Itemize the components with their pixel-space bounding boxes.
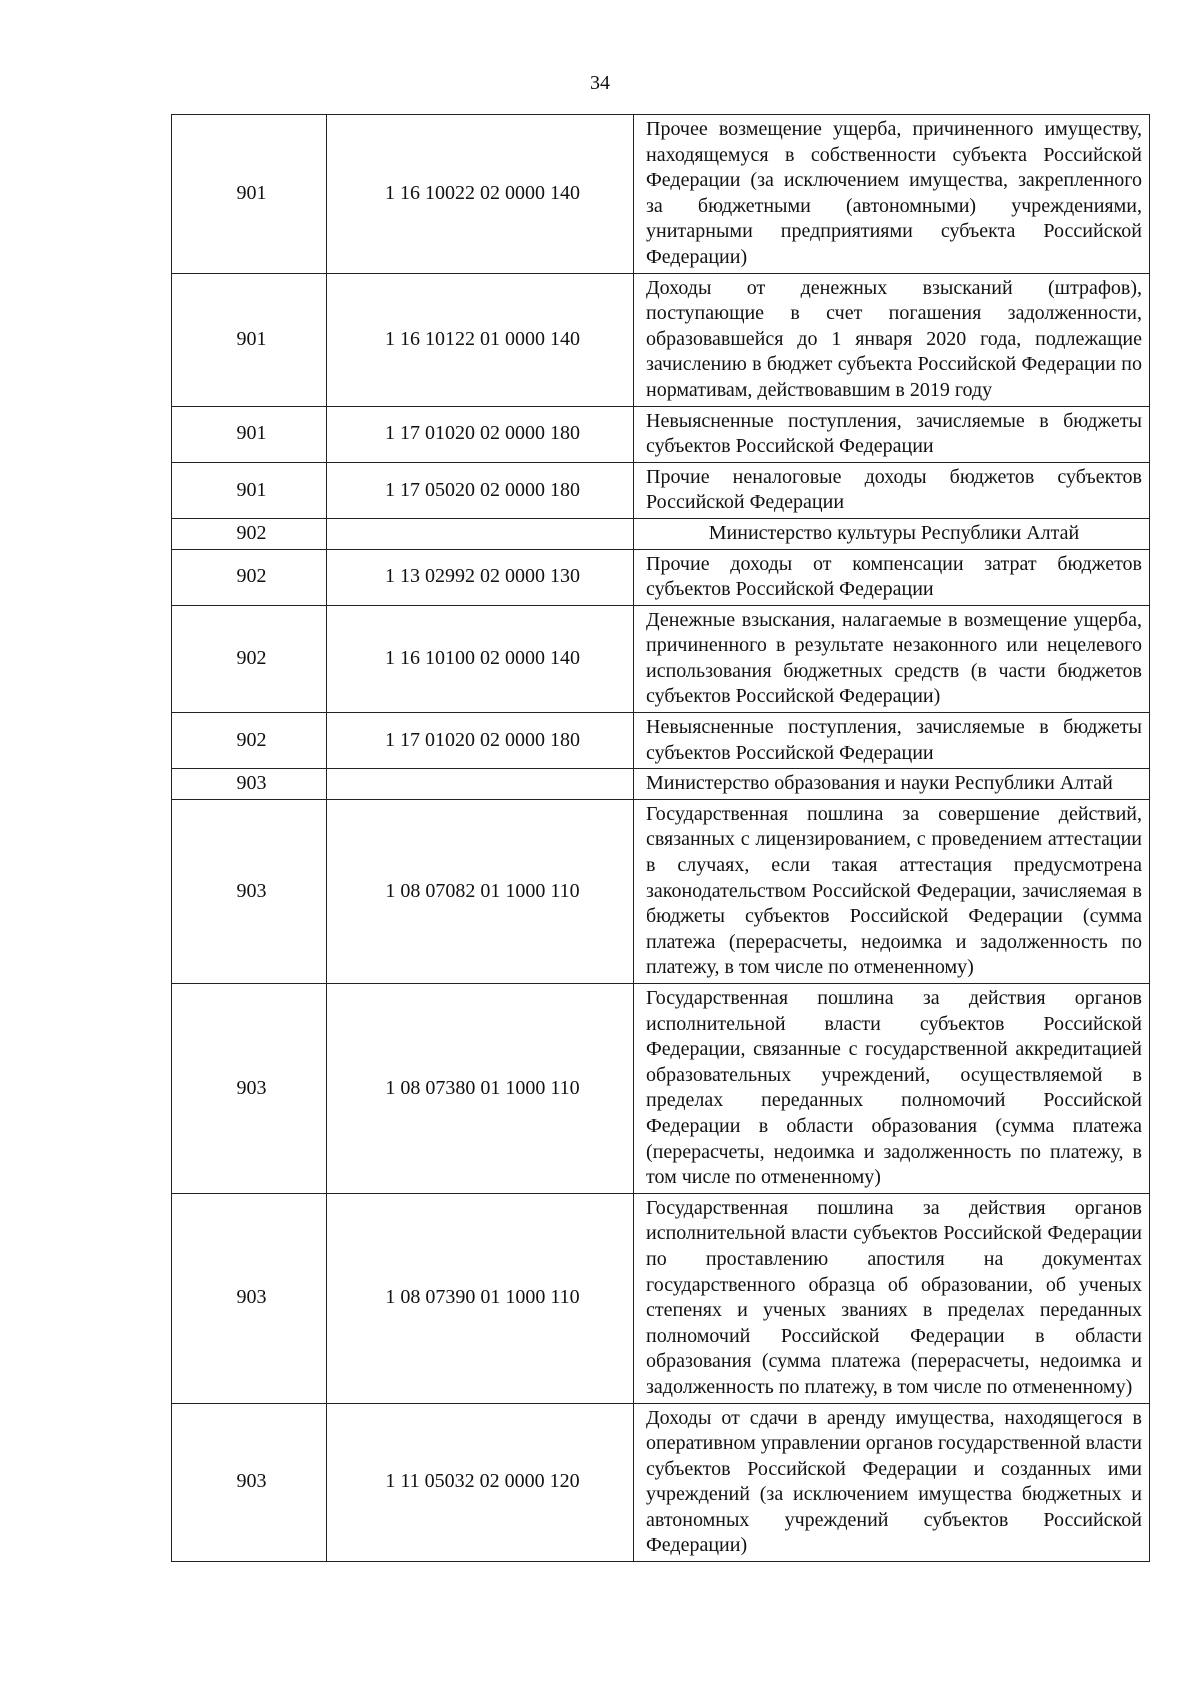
- revenue-name-cell: Прочие неналоговые доходы бюджетов субъектов Российской Федерации: [634, 462, 1150, 518]
- table-row: [172, 799, 1150, 983]
- budget-classification-code-cell: 1 13 02992 02 0000 130: [327, 549, 634, 605]
- revenue-name-cell: Прочее возмещение ущерба, причиненного имуществу, находящемуся в собственности субъекта Российской Федерации (за исключением имущества, закрепленного за бюджетными (автономными) учреждениями, унитарными предприятиями субъекта Российской Федерации): [634, 115, 1150, 274]
- admin-code-cell: 903: [172, 984, 327, 1194]
- table-row: [172, 605, 1150, 712]
- table-row: [172, 549, 1150, 605]
- revenue-name-cell: Государственная пошлина за действия органов исполнительной власти субъектов Российской Федерации, связанные с государственной аккредитацией образовательных учреждений, осуществляемой в пределах переданных полномочий Российской Федерации в области образования (сумма платежа (перерасчеты, недоимка и задолженность по платежу, в том числе по отмененному): [634, 984, 1150, 1194]
- budget-classification-code-cell: 1 16 10100 02 0000 140: [327, 605, 634, 712]
- admin-code-cell: 902: [172, 713, 327, 769]
- budget-classification-code-cell: 1 16 10022 02 0000 140: [327, 115, 634, 274]
- budget-classification-code-cell: 1 16 10122 01 0000 140: [327, 273, 634, 406]
- admin-code-cell: 903: [172, 769, 327, 800]
- table-row: [172, 984, 1150, 1194]
- revenue-name-cell: Министерство образования и науки Республики Алтай: [634, 769, 1150, 800]
- revenue-name-cell: Государственная пошлина за действия органов исполнительной власти субъектов Российской Федерации по проставлению апостиля на документах государственного образца об образовании, об ученых степенях и ученых званиях в пределах переданных полномочий Российской Федерации в области образования (сумма платежа (перерасчеты, недоимка и задолженность по платежу, в том числе по отмененному): [634, 1193, 1150, 1403]
- admin-code-cell: 901: [172, 462, 327, 518]
- admin-code-cell: 903: [172, 1193, 327, 1403]
- budget-classification-code-cell: [327, 769, 634, 800]
- table-body: [172, 115, 1150, 1562]
- admin-code-cell: 902: [172, 518, 327, 549]
- revenue-name-cell: Доходы от денежных взысканий (штрафов), поступающие в счет погашения задолженности, образовавшейся до 1 января 2020 года, подлежащие зачислению в бюджет субъекта Российской Федерации по нормативам, действовавшим в 2019 году: [634, 273, 1150, 406]
- budget-classification-code-cell: 1 17 05020 02 0000 180: [327, 462, 634, 518]
- revenue-name-cell: Невыясненные поступления, зачисляемые в бюджеты субъектов Российской Федерации: [634, 406, 1150, 462]
- table-row: [172, 713, 1150, 769]
- admin-code-cell: 903: [172, 799, 327, 983]
- table-row: [172, 462, 1150, 518]
- budget-classification-code-cell: 1 11 05032 02 0000 120: [327, 1403, 634, 1562]
- table-row: [172, 1403, 1150, 1562]
- budget-classification-code-cell: 1 08 07380 01 1000 110: [327, 984, 634, 1194]
- table-row: [172, 273, 1150, 406]
- budget-classification-code-cell: 1 17 01020 02 0000 180: [327, 713, 634, 769]
- revenue-name-cell: Невыясненные поступления, зачисляемые в бюджеты субъектов Российской Федерации: [634, 713, 1150, 769]
- budget-classification-code-cell: 1 08 07082 01 1000 110: [327, 799, 634, 983]
- revenue-name-cell: Доходы от сдачи в аренду имущества, находящегося в оперативном управлении органов государственной власти субъектов Российской Федерации и созданных ими учреждений (за исключением имущества бюджетных и автономных учреждений субъектов Российской Федерации): [634, 1403, 1150, 1562]
- revenue-name-cell: Государственная пошлина за совершение действий, связанных с лицензированием, с проведением аттестации в случаях, если такая аттестация предусмотрена законодательством Российской Федерации, зачисляемая в бюджеты субъектов Российской Федерации (сумма платежа (перерасчеты, недоимка и задолженность по платежу, в том числе по отмененному): [634, 799, 1150, 983]
- revenue-name-cell: Денежные взыскания, налагаемые в возмещение ущерба, причиненного в результате незаконного или нецелевого использования бюджетных средств (в части бюджетов субъектов Российской Федерации): [634, 605, 1150, 712]
- table-row: [172, 406, 1150, 462]
- table-row: [172, 769, 1150, 800]
- table-row: [172, 1193, 1150, 1403]
- table-row: [172, 518, 1150, 549]
- budget-classification-code-cell: 1 08 07390 01 1000 110: [327, 1193, 634, 1403]
- admin-code-cell: 901: [172, 406, 327, 462]
- table-row: [172, 115, 1150, 274]
- revenue-codes-table: [171, 114, 1150, 1562]
- page-number: 34: [590, 72, 610, 94]
- admin-code-cell: 901: [172, 115, 327, 274]
- revenue-name-cell: Министерство культуры Республики Алтай: [634, 518, 1150, 549]
- admin-code-cell: 903: [172, 1403, 327, 1562]
- budget-classification-code-cell: [327, 518, 634, 549]
- admin-code-cell: 901: [172, 273, 327, 406]
- revenue-name-cell: Прочие доходы от компенсации затрат бюджетов субъектов Российской Федерации: [634, 549, 1150, 605]
- admin-code-cell: 902: [172, 605, 327, 712]
- admin-code-cell: 902: [172, 549, 327, 605]
- budget-classification-code-cell: 1 17 01020 02 0000 180: [327, 406, 634, 462]
